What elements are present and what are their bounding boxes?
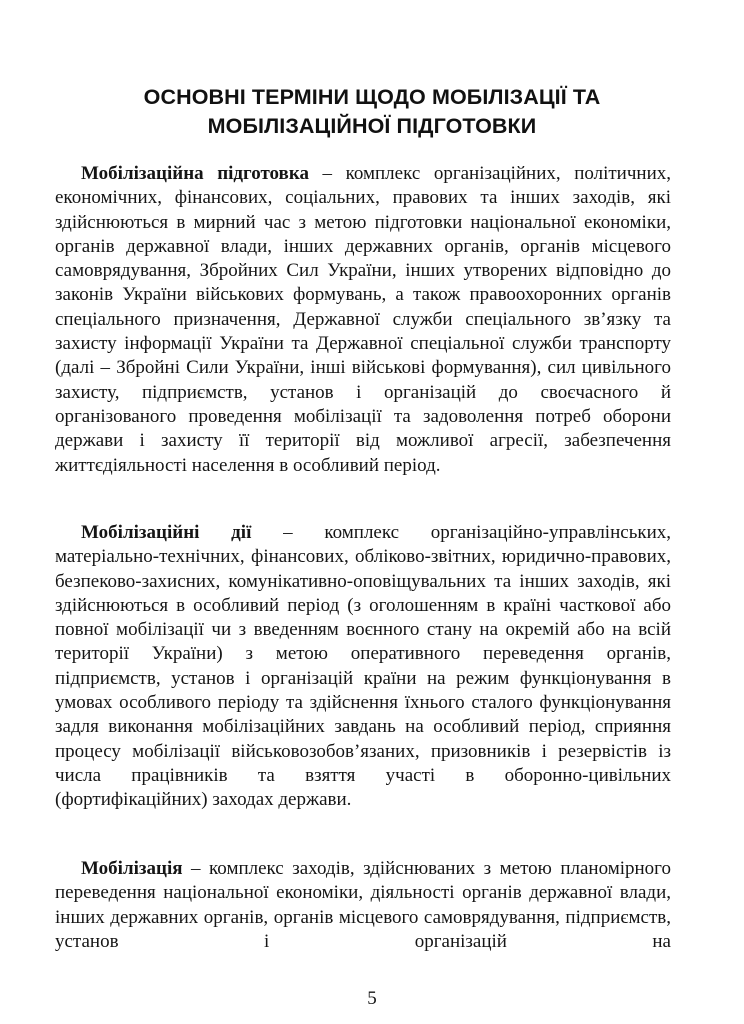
definition-text-mobilization: – комплекс заходів, здійснюваних з метою планомірного переведення національної економіки, діяльності органів державної влади, інших державних органів, органів місцевого самоврядування, підприємств, установ і організацій на <box>55 858 671 952</box>
definition-mobilization-preparation <box>55 162 671 478</box>
page-title-line-1: ОСНОВНІ ТЕРМІНИ ЩОДО МОБІЛІЗАЦІЇ ТА <box>143 85 601 109</box>
definition-text-mobilization-actions: – комплекс організаційно-управлінських, матеріально-технічних, фінансових, обліково-звітних, юридично-правових, безпеково-захисних, комунікативно-оповіщувальних та інших заходів, які здійснюються в особливий період (з оголошенням в країні часткової або повної мобілізації чи з введенням воєнного стану на окремій або на всій території України) з метою оперативного переведення органів, підприємств, установ і організацій країни на режим функціонування в умовах особливого періоду та здійснення їхнього сталого функціонування задля виконання мобілізаційних завдань на особливий період, сприяння процесу мобілізації військовозобов’язаних, призовників і резервістів із числа працівників та взяття участі в оборонно-цивільних (фортифікаційних) заходах держави. <box>55 522 672 811</box>
term-mobilization: Мобілізація <box>81 858 183 879</box>
definition-mobilization-actions <box>55 521 671 813</box>
page-number: 5 <box>367 988 377 1009</box>
page-title <box>60 83 684 141</box>
term-mobilization-actions: Мобілізаційні дії <box>81 522 252 543</box>
term-mobilization-preparation: Мобілізаційна підготовка <box>81 163 309 184</box>
page-title-line-2: МОБІЛІЗАЦІЙНОЇ ПІДГОТОВКИ <box>207 114 537 138</box>
definition-mobilization <box>55 857 671 954</box>
definition-text-mobilization-preparation: – комплекс організаційних, політичних, економічних, фінансових, соціальних, правових та інших заходів, які здійснюються в мирний час з метою підготовки національної економіки, органів державної влади, інших державних органів, органів місцевого самоврядування, Збройних Сил України, інших утворених відповідно до законів України військових формувань, а також правоохоронних органів спеціального призначення, Державної служби спеціального зв’язку та захисту інформації України та Державної спеціальної служби транспорту (далі – Збройні Сили України, інші військові формування), сил цивільного захисту, підприємств, установ і організацій до своєчасного й організованого проведення мобілізації та задоволення потреб оборони держави і захисту її території від можливої агресії, забезпечення життєдіяльності населення в особливий період. <box>55 163 671 476</box>
